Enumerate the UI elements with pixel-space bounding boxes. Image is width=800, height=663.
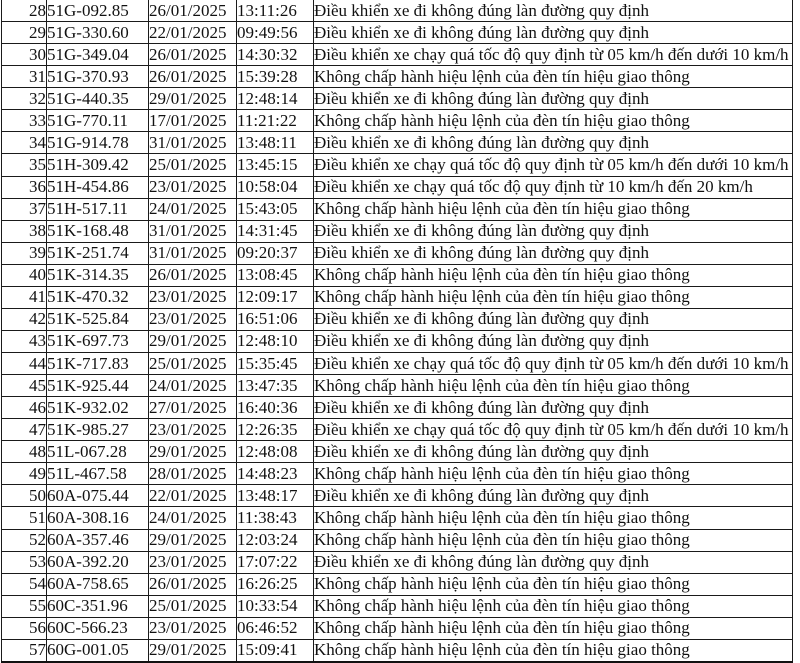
table-row: [2, 22, 793, 44]
violation-date-cell: 24/01/2025: [149, 375, 237, 397]
violation-time-cell: 09:20:37: [237, 242, 314, 264]
violation-time-cell: 10:58:04: [237, 176, 314, 198]
license-plate-cell: 51G-092.85: [47, 0, 149, 22]
license-plate-cell: 51K-470.32: [47, 286, 149, 308]
violation-description-cell: Điều khiển xe đi không đúng làn đường quy định: [314, 22, 793, 44]
violation-time-cell: 12:03:24: [237, 529, 314, 551]
violation-date-cell: 27/01/2025: [149, 397, 237, 419]
row-number-cell: 33: [2, 110, 47, 132]
violation-date-cell: 31/01/2025: [149, 242, 237, 264]
violation-time-cell: 13:45:15: [237, 154, 314, 176]
table-row: [2, 44, 793, 66]
violations-table: [1, 0, 793, 663]
row-number-cell: 53: [2, 551, 47, 573]
violation-description-cell: Không chấp hành hiệu lệnh của đèn tín hiệu giao thông: [314, 375, 793, 397]
table-row: [2, 176, 793, 198]
violation-date-cell: 26/01/2025: [149, 66, 237, 88]
row-number-cell: 30: [2, 44, 47, 66]
violation-time-cell: 15:43:05: [237, 198, 314, 220]
row-number-cell: 41: [2, 286, 47, 308]
violation-date-cell: 23/01/2025: [149, 617, 237, 639]
violation-time-cell: 12:48:14: [237, 88, 314, 110]
violation-description-cell: Không chấp hành hiệu lệnh của đèn tín hiệu giao thông: [314, 463, 793, 485]
table-row: [2, 463, 793, 485]
row-number-cell: 40: [2, 264, 47, 286]
row-number-cell: 44: [2, 353, 47, 375]
violation-date-cell: 23/01/2025: [149, 419, 237, 441]
violation-date-cell: 29/01/2025: [149, 88, 237, 110]
license-plate-cell: 60C-566.23: [47, 617, 149, 639]
row-number-cell: 45: [2, 375, 47, 397]
row-number-cell: 48: [2, 441, 47, 463]
violation-description-cell: Không chấp hành hiệu lệnh của đèn tín hiệu giao thông: [314, 639, 793, 662]
table-row: [2, 551, 793, 573]
table-row: [2, 375, 793, 397]
table-row: [2, 220, 793, 242]
violation-time-cell: 14:48:23: [237, 463, 314, 485]
table-row: [2, 441, 793, 463]
violation-date-cell: 23/01/2025: [149, 308, 237, 330]
row-number-cell: 52: [2, 529, 47, 551]
violation-time-cell: 13:48:17: [237, 485, 314, 507]
violation-time-cell: 16:51:06: [237, 308, 314, 330]
license-plate-cell: 60A-308.16: [47, 507, 149, 529]
violation-description-cell: Không chấp hành hiệu lệnh của đèn tín hiệu giao thông: [314, 595, 793, 617]
license-plate-cell: 51H-517.11: [47, 198, 149, 220]
violation-date-cell: 25/01/2025: [149, 595, 237, 617]
violation-description-cell: Không chấp hành hiệu lệnh của đèn tín hiệu giao thông: [314, 529, 793, 551]
violation-date-cell: 17/01/2025: [149, 110, 237, 132]
table-row: [2, 66, 793, 88]
license-plate-cell: 51K-932.02: [47, 397, 149, 419]
violation-time-cell: 15:35:45: [237, 353, 314, 375]
row-number-cell: 42: [2, 308, 47, 330]
table-row: [2, 154, 793, 176]
violation-description-cell: Điều khiển xe đi không đúng làn đường quy định: [314, 220, 793, 242]
violation-date-cell: 26/01/2025: [149, 264, 237, 286]
violation-date-cell: 22/01/2025: [149, 485, 237, 507]
table-row: [2, 0, 793, 22]
table-row: [2, 397, 793, 419]
violation-description-cell: Điều khiển xe đi không đúng làn đường quy định: [314, 0, 793, 22]
violation-time-cell: 14:31:45: [237, 220, 314, 242]
row-number-cell: 47: [2, 419, 47, 441]
table-row: [2, 595, 793, 617]
row-number-cell: 38: [2, 220, 47, 242]
row-number-cell: 54: [2, 573, 47, 595]
violation-description-cell: Điều khiển xe chạy quá tốc độ quy định từ 05 km/h đến dưới 10 km/h: [314, 353, 793, 375]
violation-description-cell: Điều khiển xe đi không đúng làn đường quy định: [314, 330, 793, 352]
table-row: [2, 507, 793, 529]
license-plate-cell: 51K-314.35: [47, 264, 149, 286]
violation-date-cell: 26/01/2025: [149, 0, 237, 22]
violation-date-cell: 29/01/2025: [149, 330, 237, 352]
table-row: [2, 353, 793, 375]
violation-description-cell: Không chấp hành hiệu lệnh của đèn tín hiệu giao thông: [314, 573, 793, 595]
violation-time-cell: 06:46:52: [237, 617, 314, 639]
violation-time-cell: 12:09:17: [237, 286, 314, 308]
violation-date-cell: 23/01/2025: [149, 176, 237, 198]
license-plate-cell: 51K-168.48: [47, 220, 149, 242]
table-row: [2, 132, 793, 154]
row-number-cell: 31: [2, 66, 47, 88]
row-number-cell: 55: [2, 595, 47, 617]
table-row: [2, 264, 793, 286]
violation-date-cell: 25/01/2025: [149, 154, 237, 176]
license-plate-cell: 51G-330.60: [47, 22, 149, 44]
table-row: [2, 573, 793, 595]
violation-date-cell: 29/01/2025: [149, 639, 237, 662]
row-number-cell: 56: [2, 617, 47, 639]
license-plate-cell: 51H-454.86: [47, 176, 149, 198]
violation-time-cell: 10:33:54: [237, 595, 314, 617]
violation-description-cell: Không chấp hành hiệu lệnh của đèn tín hiệu giao thông: [314, 264, 793, 286]
table-row: [2, 286, 793, 308]
license-plate-cell: 51K-251.74: [47, 242, 149, 264]
violation-time-cell: 12:48:08: [237, 441, 314, 463]
row-number-cell: 29: [2, 22, 47, 44]
row-number-cell: 36: [2, 176, 47, 198]
violation-time-cell: 11:38:43: [237, 507, 314, 529]
violation-date-cell: 31/01/2025: [149, 220, 237, 242]
violation-description-cell: Điều khiển xe đi không đúng làn đường quy định: [314, 441, 793, 463]
row-number-cell: 57: [2, 639, 47, 662]
license-plate-cell: 51G-349.04: [47, 44, 149, 66]
violation-time-cell: 17:07:22: [237, 551, 314, 573]
violation-time-cell: 11:21:22: [237, 110, 314, 132]
license-plate-cell: 51G-440.35: [47, 88, 149, 110]
violation-date-cell: 23/01/2025: [149, 286, 237, 308]
violation-description-cell: Điều khiển xe đi không đúng làn đường quy định: [314, 242, 793, 264]
violation-date-cell: 24/01/2025: [149, 198, 237, 220]
violation-time-cell: 15:39:28: [237, 66, 314, 88]
violation-date-cell: 24/01/2025: [149, 507, 237, 529]
table-row: [2, 198, 793, 220]
table-row: [2, 242, 793, 264]
violation-description-cell: Điều khiển xe đi không đúng làn đường quy định: [314, 88, 793, 110]
violation-description-cell: Không chấp hành hiệu lệnh của đèn tín hiệu giao thông: [314, 286, 793, 308]
violation-date-cell: 22/01/2025: [149, 22, 237, 44]
violation-time-cell: 13:08:45: [237, 264, 314, 286]
violation-time-cell: 13:48:11: [237, 132, 314, 154]
table-row: [2, 529, 793, 551]
violation-description-cell: Không chấp hành hiệu lệnh của đèn tín hiệu giao thông: [314, 110, 793, 132]
license-plate-cell: 60A-758.65: [47, 573, 149, 595]
license-plate-cell: 51K-525.84: [47, 308, 149, 330]
license-plate-cell: 51G-770.11: [47, 110, 149, 132]
violation-date-cell: 29/01/2025: [149, 441, 237, 463]
row-number-cell: 34: [2, 132, 47, 154]
table-row: [2, 308, 793, 330]
violation-date-cell: 31/01/2025: [149, 132, 237, 154]
row-number-cell: 37: [2, 198, 47, 220]
row-number-cell: 46: [2, 397, 47, 419]
row-number-cell: 49: [2, 463, 47, 485]
table-row: [2, 639, 793, 662]
violation-description-cell: Điều khiển xe chạy quá tốc độ quy định từ 05 km/h đến dưới 10 km/h: [314, 44, 793, 66]
violation-date-cell: 29/01/2025: [149, 529, 237, 551]
license-plate-cell: 51L-067.28: [47, 441, 149, 463]
violation-description-cell: Không chấp hành hiệu lệnh của đèn tín hiệu giao thông: [314, 507, 793, 529]
row-number-cell: 39: [2, 242, 47, 264]
license-plate-cell: 51K-925.44: [47, 375, 149, 397]
table-row: [2, 485, 793, 507]
violation-date-cell: 23/01/2025: [149, 551, 237, 573]
violation-description-cell: Điều khiển xe chạy quá tốc độ quy định từ 05 km/h đến dưới 10 km/h: [314, 419, 793, 441]
violation-time-cell: 13:47:35: [237, 375, 314, 397]
violation-description-cell: Không chấp hành hiệu lệnh của đèn tín hiệu giao thông: [314, 617, 793, 639]
row-number-cell: 35: [2, 154, 47, 176]
violation-date-cell: 28/01/2025: [149, 463, 237, 485]
license-plate-cell: 60A-392.20: [47, 551, 149, 573]
row-number-cell: 32: [2, 88, 47, 110]
license-plate-cell: 51G-914.78: [47, 132, 149, 154]
table-row: [2, 617, 793, 639]
violation-date-cell: 26/01/2025: [149, 573, 237, 595]
row-number-cell: 43: [2, 330, 47, 352]
violation-description-cell: Điều khiển xe chạy quá tốc độ quy định từ 05 km/h đến dưới 10 km/h: [314, 154, 793, 176]
violation-time-cell: 12:48:10: [237, 330, 314, 352]
license-plate-cell: 60C-351.96: [47, 595, 149, 617]
violation-description-cell: Điều khiển xe đi không đúng làn đường quy định: [314, 551, 793, 573]
row-number-cell: 50: [2, 485, 47, 507]
violation-time-cell: 13:11:26: [237, 0, 314, 22]
violation-description-cell: Điều khiển xe đi không đúng làn đường quy định: [314, 397, 793, 419]
violation-description-cell: Điều khiển xe đi không đúng làn đường quy định: [314, 485, 793, 507]
violation-time-cell: 14:30:32: [237, 44, 314, 66]
license-plate-cell: 51G-370.93: [47, 66, 149, 88]
license-plate-cell: 51L-467.58: [47, 463, 149, 485]
table-row: [2, 330, 793, 352]
violation-time-cell: 16:26:25: [237, 573, 314, 595]
license-plate-cell: 60G-001.05: [47, 639, 149, 662]
violation-description-cell: Điều khiển xe đi không đúng làn đường quy định: [314, 132, 793, 154]
row-number-cell: 51: [2, 507, 47, 529]
table-row: [2, 419, 793, 441]
license-plate-cell: 51H-309.42: [47, 154, 149, 176]
violation-time-cell: 16:40:36: [237, 397, 314, 419]
violation-date-cell: 25/01/2025: [149, 353, 237, 375]
violation-description-cell: Không chấp hành hiệu lệnh của đèn tín hiệu giao thông: [314, 66, 793, 88]
table-row: [2, 88, 793, 110]
violation-description-cell: Điều khiển xe đi không đúng làn đường quy định: [314, 308, 793, 330]
violation-time-cell: 09:49:56: [237, 22, 314, 44]
license-plate-cell: 51K-697.73: [47, 330, 149, 352]
violation-time-cell: 12:26:35: [237, 419, 314, 441]
violation-date-cell: 26/01/2025: [149, 44, 237, 66]
violation-description-cell: Không chấp hành hiệu lệnh của đèn tín hiệu giao thông: [314, 198, 793, 220]
license-plate-cell: 60A-075.44: [47, 485, 149, 507]
table-row: [2, 110, 793, 132]
violation-time-cell: 15:09:41: [237, 639, 314, 662]
violation-description-cell: Điều khiển xe chạy quá tốc độ quy định từ 10 km/h đến 20 km/h: [314, 176, 793, 198]
violations-table-body: [2, 0, 793, 662]
license-plate-cell: 51K-985.27: [47, 419, 149, 441]
row-number-cell: 28: [2, 0, 47, 22]
license-plate-cell: 60A-357.46: [47, 529, 149, 551]
license-plate-cell: 51K-717.83: [47, 353, 149, 375]
